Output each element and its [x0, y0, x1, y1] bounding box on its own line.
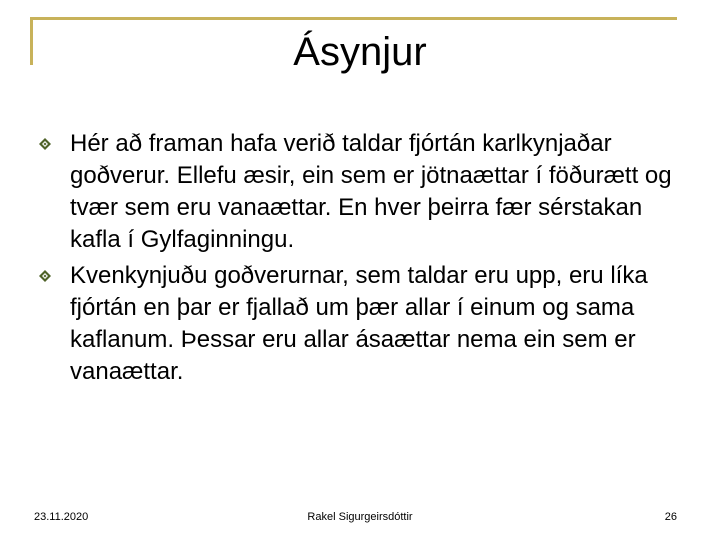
frame-top-rule [30, 17, 677, 20]
slide-title: Ásynjur [293, 30, 427, 74]
footer-page-number: 26 [664, 511, 677, 523]
footer-date: 23.11.2020 [34, 511, 89, 523]
footer-author: Rakel Sigurgeirsdóttir [307, 511, 413, 523]
bullet-item [38, 260, 688, 388]
diamond-bullet-icon [38, 269, 52, 283]
diamond-bullet-icon [38, 137, 52, 151]
bullet-text: Hér að framan hafa verið taldar fjórtán karlkynjaðar goðverur. Ellefu æsir, ein sem er jötnaættar í föðurætt og tvær sem eru vanaættar. En hver þeirra fær sérstakan kafla í Gylfaginningu. [70, 130, 672, 253]
bullet-list [38, 128, 688, 392]
bullet-text: Kvenkynjuðu goðverurnar, sem taldar eru upp, eru líka fjórtán en þar er fjallað um þær allar í einum og sama kaflanum. Þessar eru allar ásaættar nema ein sem er vanaættar. [70, 262, 648, 385]
bullet-item [38, 128, 688, 256]
